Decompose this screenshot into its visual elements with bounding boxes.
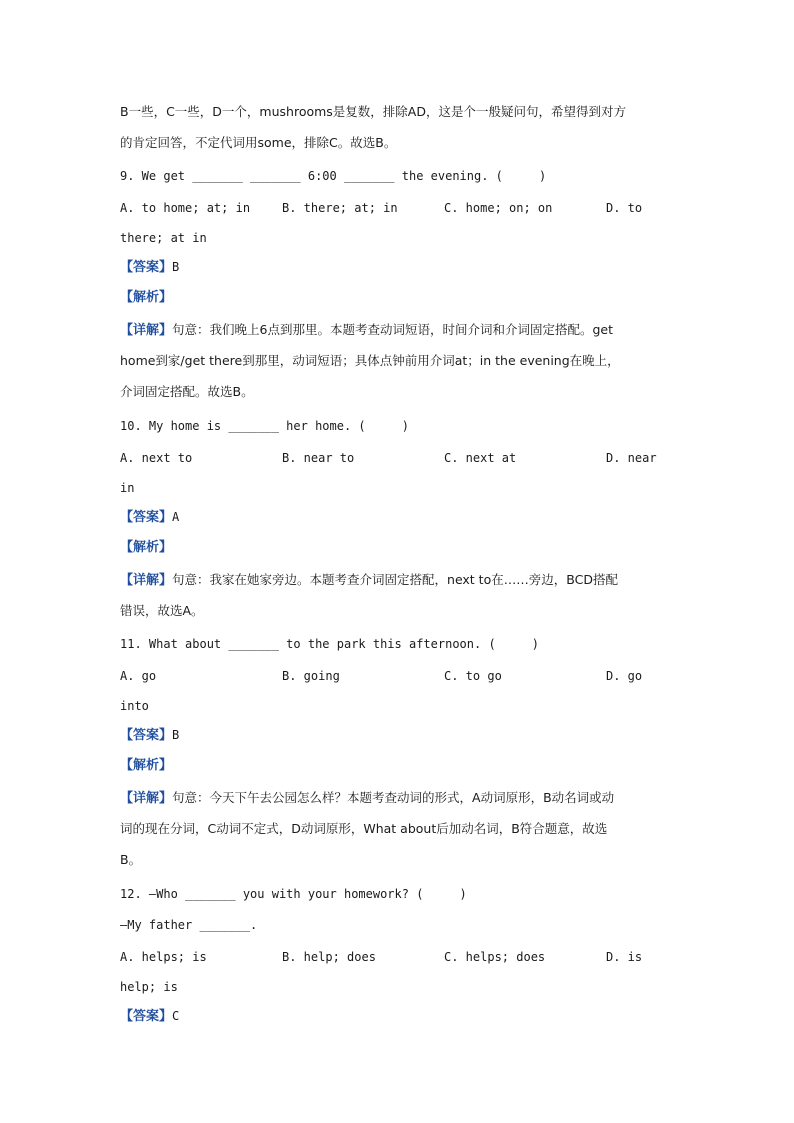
q9-detail-2: home到家/get there到那里，动词短语；具体点钟前用介词at；in the evening在晚上， (120, 353, 620, 368)
q11-option-d-continued: into (120, 699, 149, 713)
q10-option-d-continued: in (120, 481, 135, 495)
detail-text: 句意：我们晚上6点到那里。本题考查动词短语，时间介词和介词固定搭配。get (172, 322, 613, 337)
q11-option-c: C. to go (444, 669, 502, 683)
q11-detail-2: 词的现在分词，C动词不定式，D动词原形，What about后加动名词，B符合题意，故选 (120, 821, 608, 836)
q12-stem-1: 12. —Who _______ you with your homework? ( ) (120, 887, 467, 901)
q11-option-d: D. go (606, 669, 643, 683)
q12-option-a: A. helps; is (120, 950, 207, 964)
q10-detail-2: 错误，故选A。 (120, 603, 204, 618)
detail-tag: 【详解】 (120, 323, 173, 338)
q10-option-a: A. next to (120, 451, 193, 465)
q10-stem: 10. My home is _______ her home. ( ) (120, 419, 409, 433)
intro-line-2: 的肯定回答，不定代词用some，排除C。故选B。 (120, 135, 397, 150)
q10-option-c: C. next at (444, 451, 517, 465)
answer-tag: 【答案】 (120, 260, 173, 275)
q12-option-d: D. is (606, 950, 643, 964)
detail-text: 句意：今天下午去公园怎么样？本题考查动词的形式，A动词原形，B动名词或动 (172, 790, 615, 805)
q11-analysis-tag: 【解析】 (120, 758, 173, 773)
q10-analysis-tag: 【解析】 (120, 540, 173, 555)
answer-tag: 【答案】 (120, 728, 173, 743)
answer-value: C (172, 1009, 180, 1023)
q11-option-b: B. going (282, 669, 340, 683)
q11-detail-1 (120, 790, 614, 807)
q11-answer (120, 727, 179, 744)
q9-option-a: A. to home; at; in (120, 201, 251, 215)
q9-detail-3: 介词固定搭配。故选B。 (120, 384, 254, 399)
q9-analysis-tag: 【解析】 (120, 290, 173, 305)
q10-option-d: D. near (606, 451, 657, 465)
q10-option-b: B. near to (282, 451, 355, 465)
answer-tag: 【答案】 (120, 510, 173, 525)
intro-line-1: B一些，C一些，D一个，mushrooms是复数，排除AD，这是个一般疑问句，希望得到对方 (120, 104, 626, 119)
q9-detail-1 (120, 322, 613, 339)
q10-detail-1 (120, 572, 618, 589)
q12-stem-2: —My father _______. (120, 918, 258, 932)
answer-tag: 【答案】 (120, 1009, 173, 1024)
q9-option-c: C. home; on; on (444, 201, 553, 215)
q9-option-d: D. to (606, 201, 643, 215)
answer-value: B (172, 260, 180, 274)
q9-answer (120, 259, 179, 276)
q12-option-c: C. helps; does (444, 950, 546, 964)
q11-stem: 11. What about _______ to the park this afternoon. ( ) (120, 637, 540, 651)
q11-detail-3: B。 (120, 852, 142, 867)
q12-option-b: B. help; does (282, 950, 376, 964)
q10-answer (120, 509, 179, 526)
answer-value: B (172, 728, 180, 742)
q11-option-a: A. go (120, 669, 157, 683)
answer-value: A (172, 510, 180, 524)
q12-option-d-continued: help; is (120, 980, 178, 994)
detail-text: 句意：我家在她家旁边。本题考查介词固定搭配，next to在……旁边，BCD搭配 (172, 572, 618, 587)
q9-option-b: B. there; at; in (282, 201, 398, 215)
q12-answer (120, 1008, 179, 1025)
q9-stem: 9. We get _______ _______ 6:00 _______ the evening. ( ) (120, 169, 547, 183)
q9-option-d-continued: there; at in (120, 231, 207, 245)
detail-tag: 【详解】 (120, 573, 173, 588)
detail-tag: 【详解】 (120, 791, 173, 806)
